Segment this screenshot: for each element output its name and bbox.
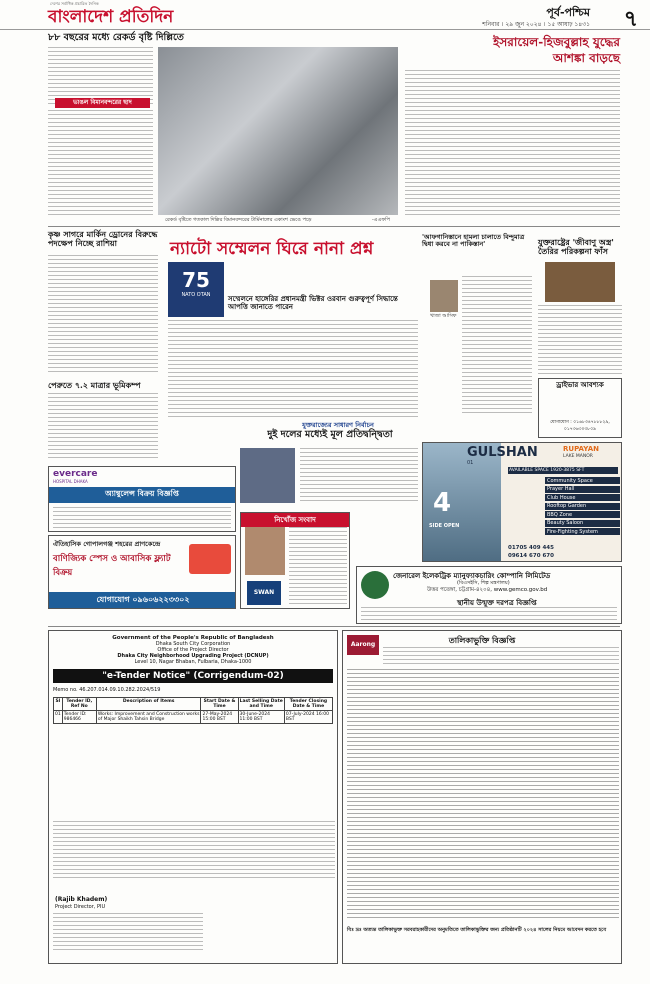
table-cell: Works: Improvement and Construction works of Major Shaikh Tahsin Bridge (97, 712, 200, 722)
gemco-ad (356, 566, 622, 624)
gemco-notice: স্থানীয় উন্মুক্ত দরপত্র বিজ্ঞপ্তি (457, 599, 537, 607)
etender-column-header: Tender ID, Ref No (62, 698, 96, 711)
gulshan-big-label: SIDE OPEN (429, 523, 460, 529)
missing-person-photo (245, 527, 285, 575)
table-cell: 30-June-2024 11:00 BST (238, 711, 284, 724)
gulshan-brand: RUPAYAN (563, 445, 599, 453)
gemco-title: জেনারেল ইলেকট্রিক ম্যানুফ্যাকচারিং কোম্পানি লিমিটেড (393, 572, 551, 580)
aarong-footer: বিঃ দ্রঃ অত্যন্ত তালিকাভুক্ত সরবরাহকারীদের অনুমতিতে তালিকাভুক্তির জন্য প্রতিষ্ঠানটি ২০২৪ সালের নিয়মে আবেদন করতে হবে (347, 927, 607, 933)
etender-project: Dhaka City Neighborhood Upgrading Project (DCNUP) (117, 653, 269, 659)
flat-sale-kicker: ঐতিহাসিক গোপালগঞ্জ শহরের প্রাণকেন্দ্রে (53, 540, 161, 548)
driver-ad-body (539, 389, 621, 419)
dateline: শনিবার । ২৯ জুন ২০২৪ । ১৫ আষাঢ় ১৪৩১ (482, 21, 590, 28)
israel-headline-2: আশঙ্কা বাড়ছে (552, 51, 620, 65)
evercare-title: অ্যাম্বুলেন্স বিক্রয় বিজ্ঞপ্তি (49, 487, 235, 503)
etender-office: Office of the Project Director (157, 647, 229, 653)
etender-table-header (54, 698, 333, 711)
table-cell: Tender ID: 986466 (62, 711, 96, 724)
nato-logo-text: NATO OTAN (181, 292, 211, 298)
missing-notice-ad (240, 512, 350, 609)
table-cell: 27-May-2024 15:00 BST (201, 711, 238, 724)
nato-subhead: সম্মেলনে হাঙ্গেরির প্রধানমন্ত্রী ভিক্টর ওরবান গুরুত্বপূর্ণ সিদ্ধান্তে আপত্তি জানাতে পারেন (228, 294, 398, 311)
khawaja-asif-photo (430, 280, 458, 312)
nato-logo (168, 262, 224, 317)
gulshan-brand-sub: LAKE MANOR (563, 454, 593, 459)
bioweapon-photo (545, 262, 615, 302)
etender-column-header: Tender Closing Date & Time (284, 698, 332, 711)
evercare-ad (48, 466, 236, 532)
bioweapon-headline: যুক্তরাষ্ট্রের 'জীবাণু অস্ত্র' তৈরির পরিকল্পনা ফাঁস (538, 237, 614, 256)
flat-sale-title: বাণিজ্যিক স্পেস ও আবাসিক ফ্ল্যাট বিক্রয় (53, 554, 171, 578)
table-cell: 07-July-2024 16:00 BST (284, 711, 332, 724)
logo-tagline: দেশের সর্বাধিক প্রচারিত দৈনিক (50, 1, 99, 6)
pakistan-caption: খাজা আসিফ (430, 313, 457, 319)
etender-table (53, 697, 333, 724)
gulshan-feature-item: Beauty Saloon (545, 520, 620, 527)
driver-ad (538, 378, 622, 438)
peru-headline: পেরুতে ৭.২ মাত্রার ভূমিকম্প (48, 380, 141, 390)
etender-table-body (54, 711, 333, 724)
gulshan-project: GULSHAN (467, 445, 538, 460)
etender-title: "e-Tender Notice" (Corrigendum-02) (53, 669, 333, 683)
table-cell: 01 (54, 711, 63, 724)
newspaper-logo: বাংলাদেশ প্রতিদিন (48, 7, 174, 27)
gemco-logo (361, 571, 389, 599)
evercare-brand-sub: HOSPITAL DHAKA (53, 479, 88, 484)
etender-column-header: Last Selling Date and Time (239, 699, 283, 709)
israel-headline: ইসরায়েল-হিজবুল্লাহ যুদ্ধের (493, 35, 620, 49)
swan-logo: SWAN (247, 581, 281, 605)
nato-headline: ন্যাটো সম্মেলন ঘিরে নানা প্রশ্ন (170, 239, 374, 259)
etender-column-header: Description of Items (96, 698, 201, 711)
gulshan-feature-item: Club House (545, 494, 620, 501)
flat-sale-badge (189, 544, 231, 574)
flat-sale-phone: যোগাযোগ ০৯৬০৬২২৩৩০২ (49, 592, 236, 608)
etender-ad (48, 630, 338, 964)
gulshan-feature-list (545, 477, 620, 537)
gulshan-feature-item: Community Space (545, 477, 620, 484)
delhi-label: ভাঙল বিমানবন্দরের ছাদ (55, 98, 150, 108)
evercare-brand: evercare (53, 469, 98, 479)
gulshan-size: AVAILABLE SPACE 1920-3875 SFT (508, 467, 618, 474)
flat-sale-ad (48, 535, 236, 609)
driver-ad-phone: যোগাযোগ : ০১৬৮৩৪৭৮৮৮২৯, ০১৭৩৬৩০৩৮০৯ (550, 419, 610, 432)
uk-headline: দুই দলের মধ্যেই মূল প্রতিদ্বন্দ্বিতা (267, 429, 393, 440)
gemco-sub: (বিএসইসি, শিল্প মন্ত্রণালয়) (457, 580, 510, 586)
uk-photo (240, 448, 295, 503)
etender-signatory-title: Project Director, PIU (55, 904, 106, 910)
masthead (0, 0, 650, 30)
aarong-logo: Aarong (347, 635, 379, 655)
drone-headline: কৃষ্ণ সাগরে মার্কিন ড্রোনের বিরুদ্ধে পদক্ষেপ নিচ্ছে রাশিয়া (48, 229, 158, 248)
gulshan-feature-item: BBQ Zone (545, 511, 620, 518)
gemco-address: উত্তর পতেঙ্গা, চট্টগ্রাম-৪২০৪, www.gemco.gov.bd (427, 587, 548, 593)
aarong-ad (342, 630, 622, 964)
gulshan-feature-item: Rooftop Garden (545, 503, 620, 510)
etender-table-wrap (53, 697, 333, 724)
etender-column-header: Start Date & Time (201, 698, 238, 711)
gulshan-big-number: 4 (433, 488, 452, 518)
etender-memo: Memo no. 46.207.014.09.10.282.2024/519 (53, 687, 161, 693)
delhi-caption: রেকর্ড বৃষ্টিতে গতকাল দিল্লির বিমানবন্দরের টার্মিনালের একাংশ ভেঙে পড়ে (165, 217, 312, 223)
delhi-headline: ৮৮ বছরের মধ্যে রেকর্ড বৃষ্টি দিল্লিতে (48, 32, 184, 43)
gulshan-phone-2: 09614 670 670 (508, 553, 554, 559)
section-title: পূর্ব-পশ্চিম (546, 6, 590, 19)
gulshan-ad (422, 442, 622, 562)
etender-signatory: (Rajib Khadem) (55, 896, 108, 903)
table-row (54, 711, 333, 724)
missing-notice-title: নিখোঁজ সংবাদ (241, 513, 349, 527)
delhi-credit: -এএফপি (372, 217, 390, 223)
nato-logo-number: 75 (182, 268, 210, 292)
etender-gov: Government of the People's Republic of Bangladesh (112, 635, 274, 641)
etender-corp: Dhaka South City Corporation (155, 641, 231, 647)
page-number: ৭ (623, 7, 638, 32)
etender-address: Level 10, Nagar Bhaban, Fulbaria, Dhaka-1000 (134, 659, 252, 665)
uk-kicker: যুক্তরাজ্যের সাধারণ নির্বাচন (302, 421, 374, 429)
gulshan-project-no: 01 (467, 460, 474, 466)
pakistan-headline: 'আফগানিস্তানে হামলা চালাতে বিন্দুমাত্র দ্বিধা করবে না পাকিস্তান' (422, 233, 525, 249)
etender-column-header: Sl (54, 698, 63, 711)
gulshan-feature-item: Prayer Hall (545, 486, 620, 493)
driver-ad-title: ড্রাইভার আবশ্যক (556, 380, 604, 389)
gulshan-feature-item: Fire-Fighting System (545, 528, 620, 535)
delhi-story (48, 33, 248, 43)
aarong-title: তালিকাভুক্তি বিজ্ঞপ্তি (448, 636, 516, 645)
gulshan-phone-1: 01705 409 445 (508, 545, 554, 551)
delhi-airport-photo (158, 47, 398, 215)
